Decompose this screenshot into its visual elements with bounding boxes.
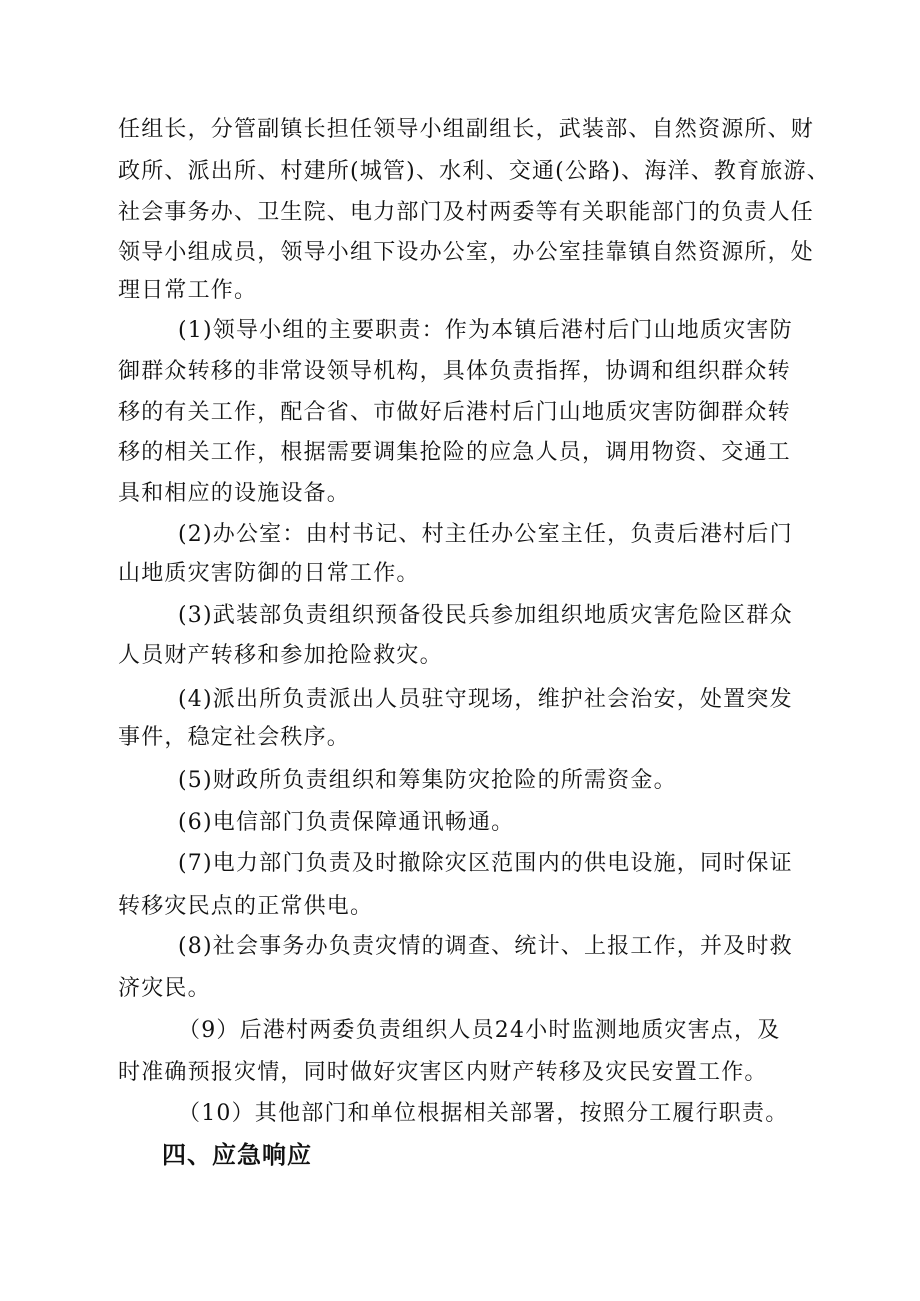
paragraph-line: 移的有关工作，配合省、市做好后港村后门山地质灾害防御群众转 xyxy=(118,400,791,425)
paragraph-line: 转移灾民点的正常供电。 xyxy=(118,894,374,919)
paragraph-line: 御群众转移的非常设领导机构，具体负责指挥，协调和组织群众转 xyxy=(118,359,791,384)
paragraph-line: 任组长，分管副镇长担任领导小组副组长，武装部、自然资源所、财 xyxy=(118,117,815,142)
paragraph-line: 人员财产转移和参加抢险救灾。 xyxy=(118,643,443,668)
paragraph-line: (5)财政所负责组织和筹集防灾抢险的所需资金。 xyxy=(178,768,677,793)
paragraph-line: 事件，稳定社会秩序。 xyxy=(118,725,351,750)
paragraph-line: 时准确预报灾情，同时做好灾害区内财产转移及灾民安置工作。 xyxy=(118,1060,768,1085)
paragraph-line: 具和相应的设施设备。 xyxy=(118,481,351,506)
paragraph-line: (7)电力部门负责及时撤除灾区范围内的供电设施，同时保证 xyxy=(178,851,793,876)
paragraph-line: （10）其他部门和单位根据相关部署，按照分工履行职责。 xyxy=(178,1101,789,1126)
paragraph-line: 移的相关工作，根据需要调集抢险的应急人员，调用物资、交通工 xyxy=(118,440,791,465)
paragraph-line: (6)电信部门负责保障通讯畅通。 xyxy=(178,810,515,835)
paragraph-line: 理日常工作。 xyxy=(118,278,258,303)
paragraph-line: (1)领导小组的主要职责：作为本镇后港村后门山地质灾害防 xyxy=(178,318,793,343)
paragraph-line: 领导小组成员，领导小组下设办公室，办公室挂靠镇自然资源所，处 xyxy=(118,240,815,265)
paragraph-line: (4)派出所负责派出人员驻守现场，维护社会治安，处置突发 xyxy=(178,687,793,712)
paragraph-line: （9）后港村两委负责组织人员24小时监测地质灾害点，及 xyxy=(178,1018,781,1043)
section-heading: 四、应急响应 xyxy=(162,1141,312,1169)
paragraph-line: 山地质灾害防御的日常工作。 xyxy=(118,561,420,586)
paragraph-line: 济灾民。 xyxy=(118,976,211,1001)
paragraph-line: (3)武装部负责组织预备役民兵参加组织地质灾害危险区群众 xyxy=(178,603,793,628)
paragraph-line: (8)社会事务办负责灾情的调查、统计、上报工作，并及时救 xyxy=(178,934,793,959)
paragraph-line: (2)办公室：由村书记、村主任办公室主任，负责后港村后门 xyxy=(178,522,793,547)
paragraph-line: 社会事务办、卫生院、电力部门及村两委等有关职能部门的负责人任 xyxy=(118,200,815,225)
paragraph-line: 政所、派出所、村建所(城管)、水利、交通(公路)、海洋、教育旅游、 xyxy=(118,159,830,184)
